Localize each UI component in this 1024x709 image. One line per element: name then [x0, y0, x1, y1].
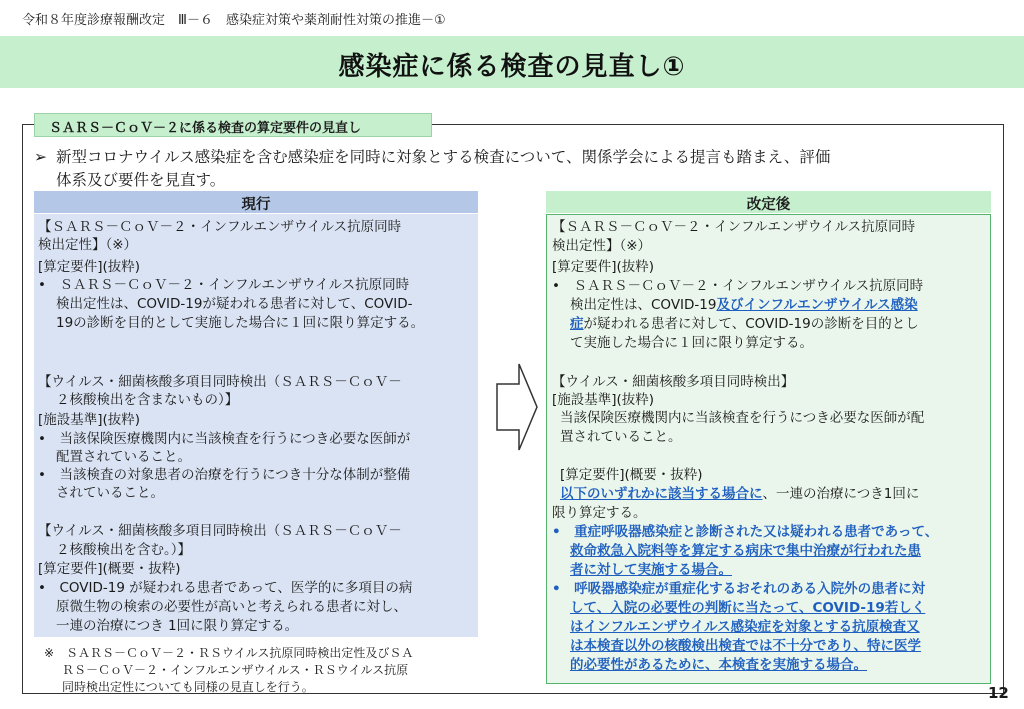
revised-amendment: 及びインフルエンザウイルス感染: [716, 297, 918, 313]
page-title: 感染症に係る検査の見直し①: [338, 52, 686, 82]
revised-line: [570, 296, 918, 314]
revised-bullet-line: 的必要性があるために、本検査を実施する場合。: [570, 657, 867, 673]
current-line: • COVID-19 が疑われる患者であって、医学的に多項目の病: [38, 580, 413, 596]
revised-bullet-line: 救命救急入院料等を算定する病床で集中治療が行われた患: [570, 543, 921, 559]
revised-amendment: 症: [570, 316, 584, 332]
revised-line: 限り算定する。: [552, 505, 647, 521]
current-line: 検出定性は、COVID-19が疑われる患者に対して、COVID-: [56, 296, 413, 312]
revised-bullet-line: して、入院の必要性の判断に当たって、COVID-19若しく: [570, 600, 926, 616]
current-line: [算定要件](概要・抜粋): [38, 561, 181, 577]
revised-line: 当該保険医療機関内に当該検査を行うにつき必要な医師が配: [560, 410, 925, 426]
current-line: 検出定性】（※）: [38, 237, 138, 253]
current-line: ２核酸検出を含む。）】: [56, 542, 191, 558]
intro-line-2: 体系及び要件を見直す。: [56, 171, 226, 189]
current-line: 【ＳＡＲＳ－ＣｏＶ－２・インフルエンザウイルス抗原同時: [38, 219, 402, 235]
revised-column-heading: 改定後: [546, 191, 991, 213]
intro-line-1: 新型コロナウイルス感染症を含む感染症を同時に対象とする検査について、関係学会による提言も踏まえ、評価: [56, 148, 831, 166]
current-line: 原微生物の検索の必要性が高いと考えられる患者に対し、: [56, 599, 407, 615]
arrow-bullet-icon: ➢: [34, 148, 47, 166]
revised-bullet-line: • 重症呼吸器感染症と診断された又は疑われる患者であって、: [552, 524, 939, 540]
revised-line: 置されていること。: [560, 429, 682, 445]
current-line: 【ウイルス・細菌核酸多項目同時検出（ＳＡＲＳ－ＣｏＶ－: [38, 523, 402, 539]
current-line: 一連の治療につき 1回に限り算定する。: [56, 618, 299, 634]
footnote-line: ＲＳ－ＣｏＶ－２・インフルエンザウイルス・ＲＳウイルス抗原: [62, 663, 409, 677]
current-line: • 当該検査の対象患者の治療を行うにつき十分な体制が整備: [38, 467, 411, 483]
revised-text: 検出定性は、COVID-19: [570, 297, 717, 313]
revised-line: • ＳＡＲＳ－ＣｏＶ－２・インフルエンザウイルス抗原同時: [552, 278, 924, 294]
footnote-line: 同時検出定性についても同様の見直しを行う。: [62, 680, 314, 694]
revised-line: [算定要件](概要・抜粋): [560, 467, 703, 483]
revised-bullet-line: 者に対して実施する場合。: [570, 562, 732, 578]
current-line: 19の診断を目的として実施した場合に１回に限り算定する。: [56, 315, 425, 331]
title-band: [0, 36, 1024, 88]
revised-line: [560, 485, 919, 503]
section-label: ＳＡＲＳ－ＣｏＶ－２に係る検査の算定要件の見直し: [34, 113, 432, 137]
current-line: • 当該保険医療機関内に当該検査を行うにつき必要な医師が: [38, 431, 411, 447]
current-line: [施設基準](抜粋): [38, 412, 141, 428]
current-line: [算定要件](抜粋): [38, 259, 141, 275]
revised-line: [施設基準](抜粋): [552, 392, 655, 408]
revised-bullet-line: はインフルエンザウイルス感染症を対象とする抗原検査又: [570, 619, 920, 635]
revised-line: て実施した場合に１回に限り算定する。: [570, 335, 813, 351]
revised-line: [570, 315, 919, 333]
current-line: 【ウイルス・細菌核酸多項目同時検出（ＳＡＲＳ－ＣｏＶ－: [38, 374, 402, 390]
page-number: 12: [988, 684, 1009, 702]
current-column-heading: 現行: [34, 191, 478, 213]
revised-line: 【ＳＡＲＳ－ＣｏＶ－２・インフルエンザウイルス抗原同時: [552, 219, 916, 235]
intro-paragraph: [34, 146, 996, 192]
current-line: 配置されていること。: [56, 449, 191, 465]
revised-line: 検出定性】（※）: [552, 238, 652, 254]
revised-text: 、一連の治療につき1回に: [762, 486, 920, 502]
current-line: されていること。: [56, 485, 164, 501]
revised-line: [算定要件](抜粋): [552, 259, 655, 275]
right-arrow-icon: [495, 362, 539, 452]
current-line: • ＳＡＲＳ－ＣｏＶ－２・インフルエンザウイルス抗原同時: [38, 277, 410, 293]
current-line: ２核酸検出を含まないもの）】: [56, 392, 239, 408]
revised-text: が疑われる患者に対して、COVID-19の診断を目的とし: [583, 316, 919, 332]
revised-bullet-line: は本検査以外の核酸検出検査では不十分であり、特に医学: [570, 638, 921, 654]
revised-amendment: 以下のいずれかに該当する場合に: [560, 486, 763, 502]
header-breadcrumb: 令和８年度診療報酬改定 Ⅲ－６ 感染症対策や薬剤耐性対策の推進－①: [22, 13, 446, 28]
footnote-line: ※ ＳＡＲＳ－ＣｏＶ－２・ＲＳウイルス抗原同時検出定性及びＳＡ: [44, 646, 414, 660]
revised-bullet-line: • 呼吸器感染症が重症化するおそれのある入院外の患者に対: [552, 581, 926, 597]
revised-line: 【ウイルス・細菌核酸多項目同時検出】: [552, 374, 795, 390]
